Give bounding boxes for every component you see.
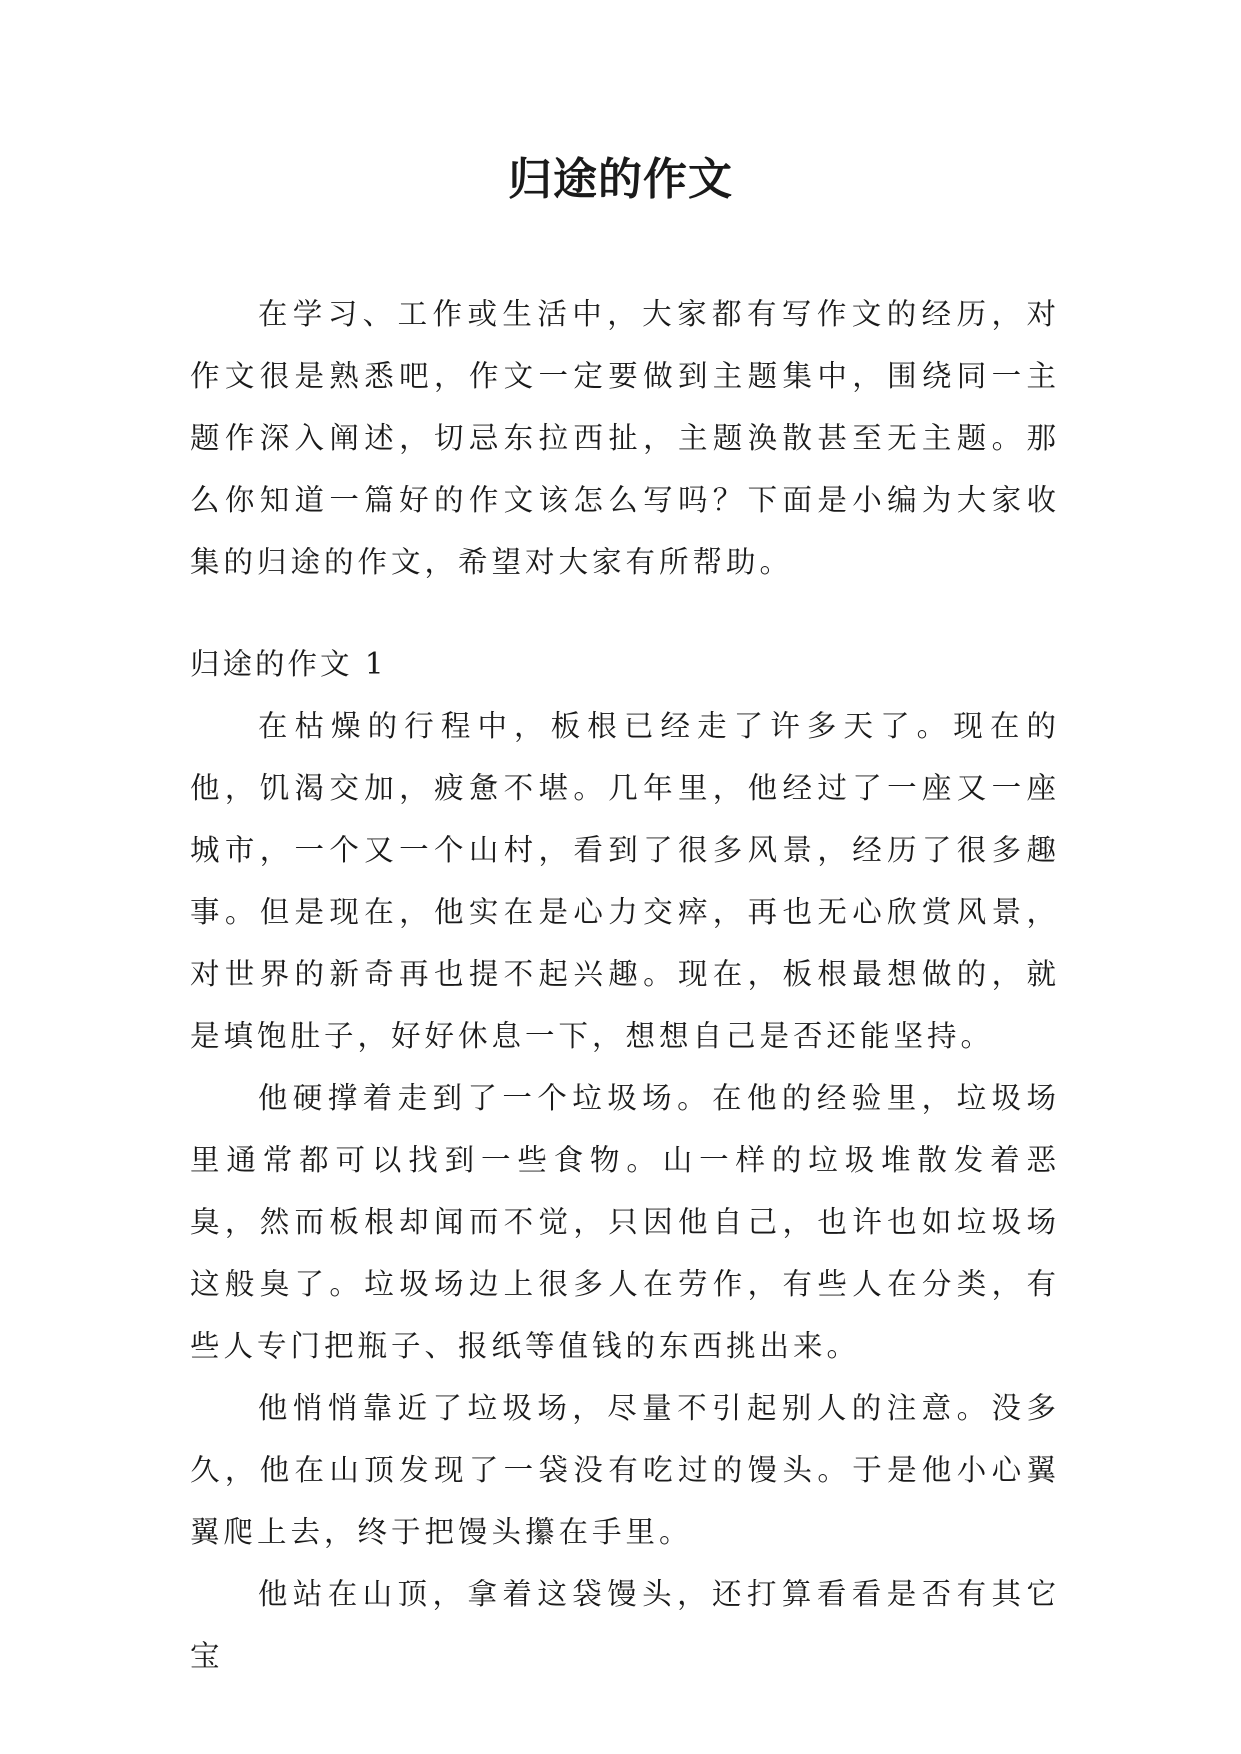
essay-paragraph: 他硬撑着走到了一个垃圾场。在他的经验里，垃圾场里通常都可以找到一些食物。山一样的垃圾堆散发着恶臭，然而板根却闻而不觉，只因他自己，也许也如垃圾场这般臭了。垃圾场边上很多人在劳作，有些人在分类，有些人专门把瓶子、报纸等值钱的东西挑出来。 [190, 1081, 1060, 1363]
essay-paragraph: 他站在山顶，拿着这袋馒头，还打算看看是否有其它宝 [190, 1577, 1060, 1673]
essay-paragraph: 他悄悄靠近了垃圾场，尽量不引起别人的注意。没多久，他在山顶发现了一袋没有吃过的馒头。于是他小心翼翼爬上去，终于把馒头攥在手里。 [190, 1391, 1060, 1549]
section-heading: 归途的作文 1 [190, 647, 387, 681]
intro-paragraph-block [190, 283, 1060, 593]
document-title: 归途的作文 [508, 154, 733, 205]
intro-paragraph: 在学习、工作或生活中，大家都有写作文的经历，对作文很是熟悉吧，作文一定要做到主题集中，围绕同一主题作深入阐述，切忌东拉西扯，主题涣散甚至无主题。那么你知道一篇好的作文该怎么写吗？下面是小编为大家收集的归途的作文，希望对大家有所帮助。 [190, 297, 1060, 579]
essay-paragraph: 在枯燥的行程中，板根已经走了许多天了。现在的他，饥渴交加，疲惫不堪。几年里，他经过了一座又一座城市，一个又一个山村，看到了很多风景，经历了很多趣事。但是现在，他实在是心力交瘁，再也无心欣赏风景，对世界的新奇再也提不起兴趣。现在，板根最想做的，就是填饱肚子，好好休息一下，想想自己是否还能坚持。 [190, 709, 1060, 1053]
essay-body [190, 695, 1060, 1687]
